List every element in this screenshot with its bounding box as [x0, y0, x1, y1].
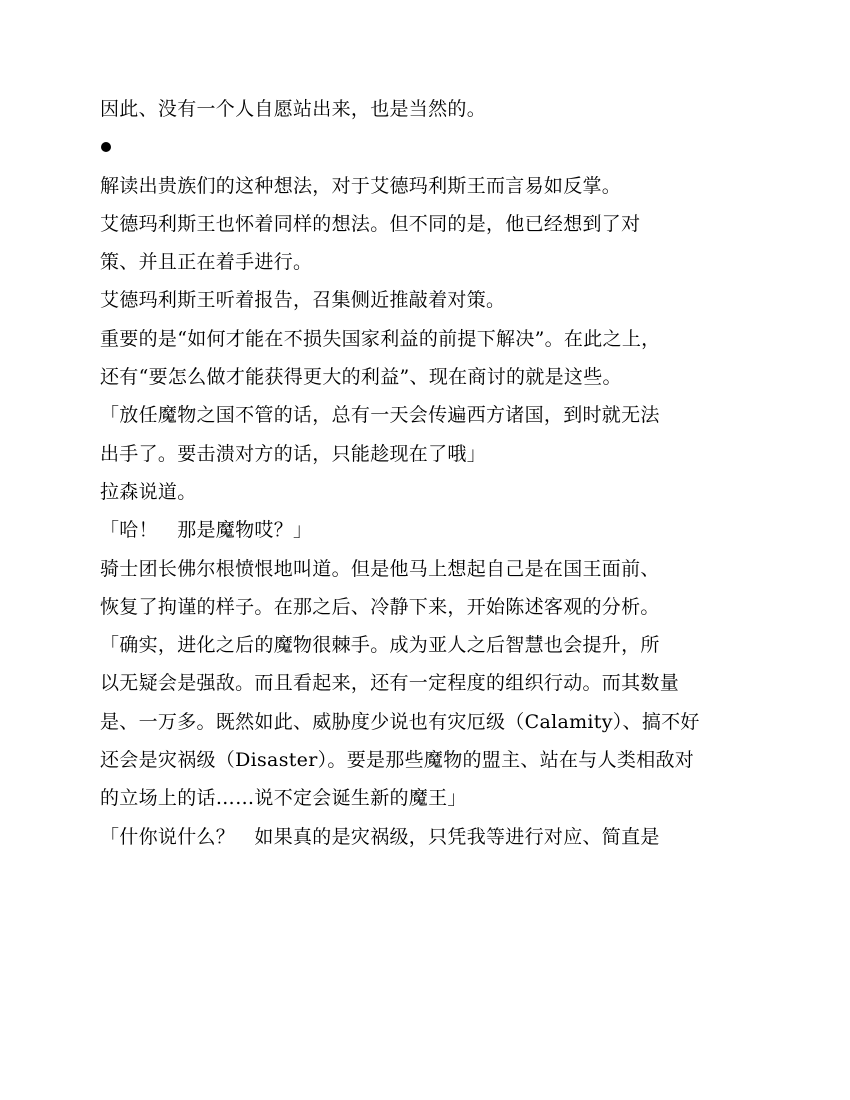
paragraph-line: 因此、没有一个人自愿站出来，也是当然的。 — [100, 98, 487, 120]
dialogue-line: 「什你说什么？ 如果真的是灾祸级，只凭我等进行对应、简直是 — [100, 825, 660, 848]
document-body — [100, 90, 760, 856]
paragraph-line: 策、并且正在着手进行。 — [100, 251, 313, 274]
dialogue-line: 是、一万多。既然如此、威胁度少说也有灾厄级（Calamity）、搞不好 — [100, 710, 700, 733]
dialogue-line: 出手了。要击溃对方的话，只能趁现在了哦」 — [100, 442, 487, 465]
paragraph-line: 艾德玛利斯王也怀着同样的想法。但不同的是，他已经想到了对 — [100, 212, 641, 235]
paragraph-line: 恢复了拘谨的样子。在那之后、冷静下来，开始陈述客观的分析。 — [100, 595, 660, 618]
dialogue-line: 还会是灾祸级（Disaster）。要是那些魔物的盟主、站在与人类相敌对 — [100, 749, 695, 772]
bullet-separator — [100, 128, 760, 166]
dialogue-line: 「哈！ 那是魔物哎？」 — [100, 519, 313, 542]
paragraph-line: 骑士团长佛尔根愤恨地叫道。但是他马上想起自己是在国王面前、 — [100, 557, 660, 580]
paragraph-line: 解读出贵族们的这种想法，对于艾德玛利斯王而言易如反掌。 — [100, 174, 622, 197]
dialogue-line: 以无疑会是强敌。而且看起来，还有一定程度的组织行动。而其数量 — [100, 672, 680, 695]
dialogue-line: 的立场上的话……说不定会诞生新的魔王」 — [100, 787, 467, 810]
paragraph-line: 重要的是“如何才能在不损失国家利益的前提下解决”。在此之上， — [100, 327, 661, 350]
paragraph-line: 艾德玛利斯王听着报告，召集侧近推敲着对策。 — [100, 289, 506, 312]
dialogue-line: 「确实，进化之后的魔物很棘手。成为亚人之后智慧也会提升，所 — [100, 634, 660, 657]
paragraph-line: 拉森说道。 — [100, 480, 197, 503]
paragraph-line: 还有“要怎么做才能获得更大的利益”、现在商讨的就是这些。 — [100, 366, 622, 389]
bullet-icon — [101, 142, 111, 152]
dialogue-line: 「放任魔物之国不管的话，总有一天会传遍西方诸国，到时就无法 — [100, 404, 660, 427]
